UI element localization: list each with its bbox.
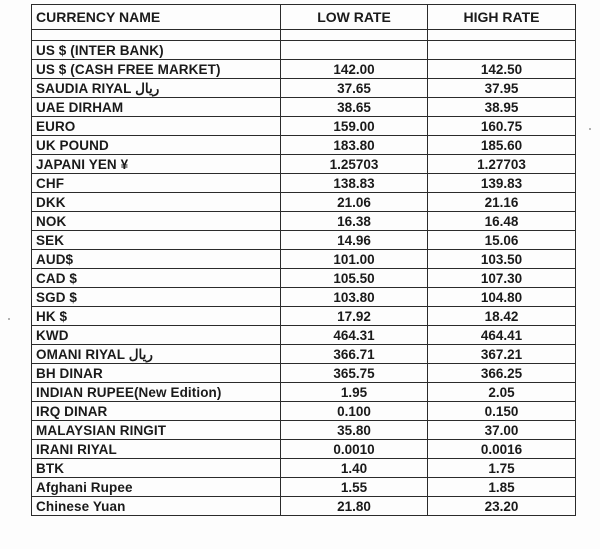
table-row <box>32 193 576 212</box>
currency-name-cell: SEK <box>32 231 281 250</box>
low-rate-cell: 365.75 <box>281 364 428 383</box>
low-rate-cell: 35.80 <box>281 421 428 440</box>
currency-name-cell: Afghani Rupee <box>32 478 281 497</box>
currency-name-cell: EURO <box>32 117 281 136</box>
low-rate-cell: 14.96 <box>281 231 428 250</box>
table-row <box>32 174 576 193</box>
high-rate-cell: 0.150 <box>428 402 576 421</box>
high-rate-cell: 1.75 <box>428 459 576 478</box>
low-rate-cell: 105.50 <box>281 269 428 288</box>
high-rate-cell: 142.50 <box>428 60 576 79</box>
table-row <box>32 440 576 459</box>
currency-name-cell: JAPANI YEN ¥ <box>32 155 281 174</box>
currency-name-cell: SAUDIA RIYAL ریال <box>32 79 281 98</box>
currency-name-cell: KWD <box>32 326 281 345</box>
table-row <box>32 364 576 383</box>
high-rate-cell: 139.83 <box>428 174 576 193</box>
scan-speck <box>589 128 591 130</box>
low-rate-cell: 138.83 <box>281 174 428 193</box>
table-row <box>32 402 576 421</box>
spacer-cell <box>428 30 576 41</box>
low-rate-cell <box>281 41 428 60</box>
high-rate-cell: 1.27703 <box>428 155 576 174</box>
column-header-currency-name: CURRENCY NAME <box>32 5 281 30</box>
scan-speck <box>8 318 10 320</box>
low-rate-cell: 17.92 <box>281 307 428 326</box>
currency-name-cell: Chinese Yuan <box>32 497 281 516</box>
high-rate-cell: 107.30 <box>428 269 576 288</box>
high-rate-cell: 38.95 <box>428 98 576 117</box>
table-row <box>32 478 576 497</box>
high-rate-cell: 0.0016 <box>428 440 576 459</box>
spacer-cell <box>281 30 428 41</box>
currency-name-cell: AUD$ <box>32 250 281 269</box>
blank-spacer-row <box>32 30 576 41</box>
low-rate-cell: 1.95 <box>281 383 428 402</box>
column-header-high-rate: HIGH RATE <box>428 5 576 30</box>
currency-name-cell: DKK <box>32 193 281 212</box>
table-row <box>32 98 576 117</box>
low-rate-cell: 159.00 <box>281 117 428 136</box>
high-rate-cell: 367.21 <box>428 345 576 364</box>
high-rate-cell <box>428 41 576 60</box>
low-rate-cell: 103.80 <box>281 288 428 307</box>
low-rate-cell: 101.00 <box>281 250 428 269</box>
currency-rate-table <box>31 4 576 516</box>
currency-name-cell: UAE DIRHAM <box>32 98 281 117</box>
low-rate-cell: 37.65 <box>281 79 428 98</box>
high-rate-cell: 1.85 <box>428 478 576 497</box>
table-row <box>32 383 576 402</box>
currency-name-cell: CAD $ <box>32 269 281 288</box>
table-row <box>32 288 576 307</box>
table-row <box>32 60 576 79</box>
currency-name-cell: BH DINAR <box>32 364 281 383</box>
high-rate-cell: 2.05 <box>428 383 576 402</box>
high-rate-cell: 15.06 <box>428 231 576 250</box>
low-rate-cell: 183.80 <box>281 136 428 155</box>
low-rate-cell: 1.55 <box>281 478 428 497</box>
high-rate-cell: 21.16 <box>428 193 576 212</box>
low-rate-cell: 21.80 <box>281 497 428 516</box>
table-row <box>32 421 576 440</box>
table-row <box>32 497 576 516</box>
low-rate-cell: 464.31 <box>281 326 428 345</box>
currency-name-cell: CHF <box>32 174 281 193</box>
low-rate-cell: 0.0010 <box>281 440 428 459</box>
currency-name-cell: SGD $ <box>32 288 281 307</box>
low-rate-cell: 0.100 <box>281 402 428 421</box>
currency-name-cell: US $ (INTER BANK) <box>32 41 281 60</box>
header-row <box>32 5 576 30</box>
high-rate-cell: 103.50 <box>428 250 576 269</box>
table-row <box>32 345 576 364</box>
low-rate-cell: 1.40 <box>281 459 428 478</box>
table-row <box>32 136 576 155</box>
high-rate-cell: 366.25 <box>428 364 576 383</box>
high-rate-cell: 104.80 <box>428 288 576 307</box>
currency-name-cell: INDIAN RUPEE(New Edition) <box>32 383 281 402</box>
currency-name-cell: UK POUND <box>32 136 281 155</box>
table-row <box>32 250 576 269</box>
currency-name-cell: US $ (CASH FREE MARKET) <box>32 60 281 79</box>
low-rate-cell: 38.65 <box>281 98 428 117</box>
high-rate-cell: 464.41 <box>428 326 576 345</box>
high-rate-cell: 37.00 <box>428 421 576 440</box>
low-rate-cell: 1.25703 <box>281 155 428 174</box>
low-rate-cell: 21.06 <box>281 193 428 212</box>
high-rate-cell: 185.60 <box>428 136 576 155</box>
table-row <box>32 79 576 98</box>
currency-name-cell: NOK <box>32 212 281 231</box>
currency-name-cell: BTK <box>32 459 281 478</box>
spacer-cell <box>32 30 281 41</box>
low-rate-cell: 142.00 <box>281 60 428 79</box>
high-rate-cell: 18.42 <box>428 307 576 326</box>
table-row <box>32 117 576 136</box>
low-rate-cell: 16.38 <box>281 212 428 231</box>
currency-name-cell: IRQ DINAR <box>32 402 281 421</box>
table-row <box>32 307 576 326</box>
high-rate-cell: 37.95 <box>428 79 576 98</box>
currency-name-cell: OMANI RIYAL ریال <box>32 345 281 364</box>
table-row <box>32 326 576 345</box>
table-row <box>32 155 576 174</box>
rate-rows <box>32 30 576 516</box>
table-row <box>32 231 576 250</box>
high-rate-cell: 23.20 <box>428 497 576 516</box>
currency-name-cell: MALAYSIAN RINGIT <box>32 421 281 440</box>
high-rate-cell: 16.48 <box>428 212 576 231</box>
table-row <box>32 41 576 60</box>
currency-name-cell: HK $ <box>32 307 281 326</box>
table-row <box>32 269 576 288</box>
currency-name-cell: IRANI RIYAL <box>32 440 281 459</box>
table-row <box>32 212 576 231</box>
low-rate-cell: 366.71 <box>281 345 428 364</box>
high-rate-cell: 160.75 <box>428 117 576 136</box>
column-header-low-rate: LOW RATE <box>281 5 428 30</box>
table-row <box>32 459 576 478</box>
